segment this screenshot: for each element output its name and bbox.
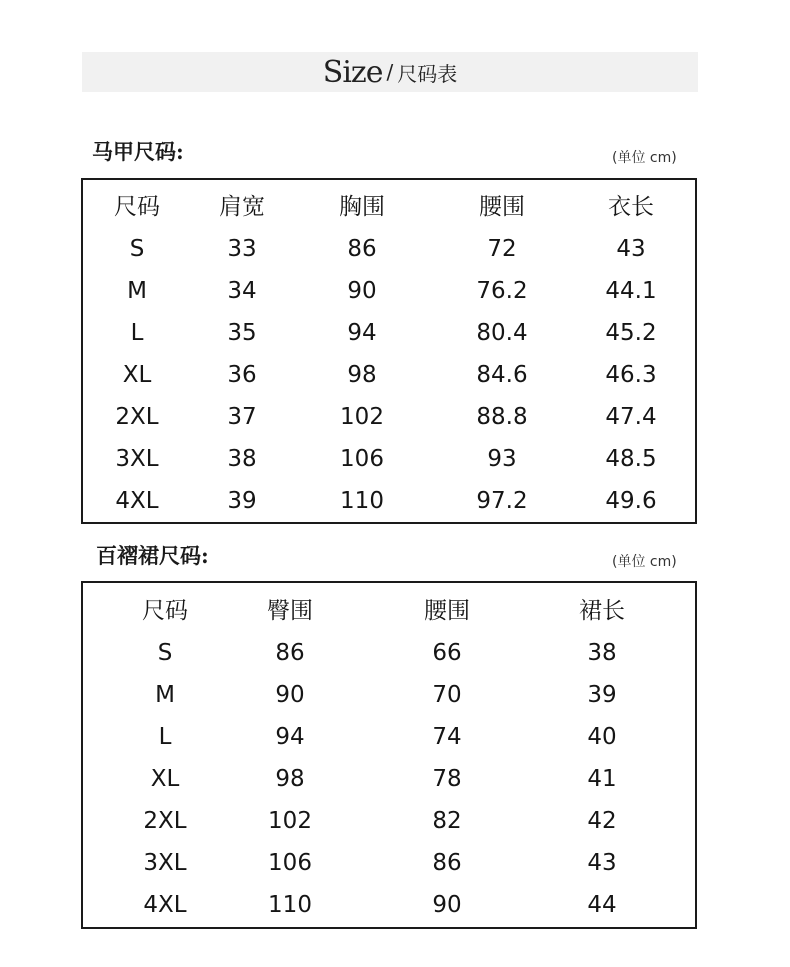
table-cell: 3XL: [115, 446, 159, 472]
table-cell: 40: [587, 724, 617, 750]
table-cell: 82: [432, 808, 462, 834]
table-cell: L: [130, 320, 144, 346]
table-cell: 102: [268, 808, 312, 834]
table-cell: 93: [487, 446, 517, 472]
table-cell: 90: [275, 682, 305, 708]
table-cell: 94: [275, 724, 305, 750]
table-cell: M: [127, 278, 147, 304]
table-row: [83, 480, 695, 522]
table-cell: 3XL: [143, 850, 187, 876]
table-cell: 80.4: [476, 320, 528, 346]
table-cell: 47.4: [605, 404, 657, 430]
table-cell: 97.2: [476, 488, 528, 514]
table-cell: S: [129, 236, 145, 262]
table-cell: 98: [275, 766, 305, 792]
table-header-cell: 尺码: [142, 598, 188, 624]
table-cell: 44.1: [605, 278, 657, 304]
table-header-cell: 裙长: [579, 598, 625, 624]
table-row: [83, 674, 695, 716]
table-cell: 41: [587, 766, 617, 792]
table-cell: 43: [616, 236, 646, 262]
table-row: [83, 354, 695, 396]
table-cell: 94: [347, 320, 377, 346]
table-cell: 2XL: [143, 808, 187, 834]
table-cell: 106: [340, 446, 384, 472]
table-row: [83, 438, 695, 480]
table-cell: 49.6: [605, 488, 657, 514]
table-cell: 110: [268, 892, 312, 918]
vest-size-table: [81, 178, 697, 524]
table-cell: 33: [227, 236, 257, 262]
table-cell: 74: [432, 724, 462, 750]
table-row: [83, 758, 695, 800]
table-row: [83, 228, 695, 270]
table-cell: L: [158, 724, 172, 750]
table-cell: 35: [227, 320, 257, 346]
table-row: [83, 270, 695, 312]
table-cell: 66: [432, 640, 462, 666]
table-cell: 39: [587, 682, 617, 708]
table-header-cell: 腰围: [479, 194, 525, 220]
table-cell: 36: [227, 362, 257, 388]
table-cell: 86: [275, 640, 305, 666]
table-cell: 102: [340, 404, 384, 430]
table-header-row: [83, 590, 695, 632]
table-cell: 45.2: [605, 320, 657, 346]
banner-title: Size: [322, 54, 383, 90]
table-row: [83, 396, 695, 438]
table-cell: 90: [347, 278, 377, 304]
table-header-cell: 衣长: [608, 194, 654, 220]
table-cell: 106: [268, 850, 312, 876]
table-header-cell: 胸围: [339, 194, 385, 220]
table-header-cell: 尺码: [114, 194, 160, 220]
table-cell: 86: [432, 850, 462, 876]
table-cell: 42: [587, 808, 617, 834]
table-cell: 38: [587, 640, 617, 666]
table-cell: 78: [432, 766, 462, 792]
table-row: [83, 842, 695, 884]
table-cell: 70: [432, 682, 462, 708]
table-row: [83, 312, 695, 354]
table-cell: 44: [587, 892, 617, 918]
vest-section-title: 马甲尺码:: [92, 139, 184, 164]
table-cell: M: [155, 682, 175, 708]
table-row: [83, 632, 695, 674]
table-cell: XL: [150, 766, 180, 792]
table-header-cell: 臀围: [267, 598, 313, 624]
table-cell: 34: [227, 278, 257, 304]
table-cell: 2XL: [115, 404, 159, 430]
table-row: [83, 800, 695, 842]
table-row: [83, 884, 695, 926]
table-cell: 43: [587, 850, 617, 876]
table-cell: 110: [340, 488, 384, 514]
table-header-cell: 肩宽: [219, 194, 265, 220]
table-cell: 46.3: [605, 362, 657, 388]
table-cell: 4XL: [115, 488, 159, 514]
table-cell: XL: [122, 362, 152, 388]
table-cell: 72: [487, 236, 517, 262]
table-cell: 48.5: [605, 446, 657, 472]
table-header-cell: 腰围: [424, 598, 470, 624]
table-cell: S: [157, 640, 173, 666]
table-cell: 76.2: [476, 278, 528, 304]
table-cell: 90: [432, 892, 462, 918]
skirt-unit-label: (单位 cm): [612, 554, 677, 570]
table-cell: 88.8: [476, 404, 528, 430]
table-row: [83, 716, 695, 758]
skirt-size-table: [81, 581, 697, 929]
table-cell: 86: [347, 236, 377, 262]
banner-subtitle: 尺码表: [397, 61, 458, 86]
size-chart-banner: [82, 52, 698, 92]
banner-separator: /: [386, 60, 394, 84]
vest-unit-label: (单位 cm): [612, 150, 677, 166]
skirt-section-title: 百褶裙尺码:: [96, 543, 209, 568]
table-cell: 37: [227, 404, 257, 430]
table-cell: 38: [227, 446, 257, 472]
table-cell: 4XL: [143, 892, 187, 918]
table-cell: 84.6: [476, 362, 528, 388]
table-cell: 39: [227, 488, 257, 514]
table-cell: 98: [347, 362, 377, 388]
table-header-row: [83, 186, 695, 228]
